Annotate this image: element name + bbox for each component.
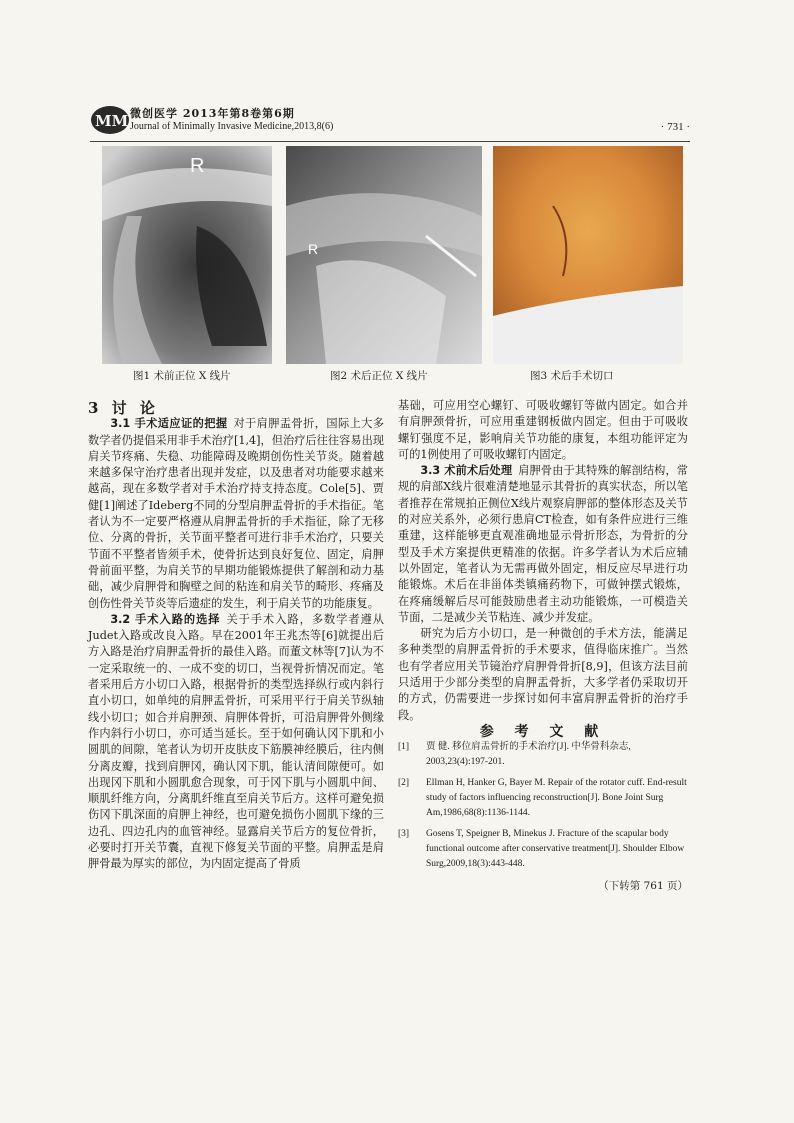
paragraph-text: 关于手术入路，多数学者遵从Judet入路或改良入路。早在2001年王兆杰等[6]就提出后方入路是治疗肩胛盂骨折的最佳入路。而董文林等[7]认为不一定采取统一的、一成不变的切口，当视骨折情况而定。笔者采用后方小切口入路，根据骨折的类型选择纵行或内斜行直小切口，如单纯的肩胛盂骨折，可采用平行于肩关节纵轴线小切口；如合并肩胛颈、肩胛体骨折，可沿肩胛骨外侧缘作内斜行小切口，亦可适当延长。至于如何确认冈下肌和小圆肌的间隙，笔者认为切开皮肤皮下筋膜神经膜后，往内侧分离皮瓣，找到肩胛冈，确认冈下肌，能认清间隙便可。如出现冈下肌和小圆肌愈合现象，可于冈下肌与小圆肌中间、顺肌纤维方向，分离肌纤维直至肩关节后方。这样可避免损伤冈下肌深面的肩胛上神经，也可避免损伤小圆肌下缘的三边孔、四边孔内的血管神经。显露肩关节后方的复位骨折，必要时打开关节囊，直视下修复关节面的平整。肩胛盂是肩胛骨最为厚实的部位，为内固定提高了骨质 xyxy=(88,612,384,871)
reference-number: [2] xyxy=(398,778,410,789)
paragraph-text: 基础，可应用空心螺钉、可吸收螺钉等做内固定。如合并有肩胛颈骨折，可应用重建钢板做内固定。但由于可吸收螺钉强度不足，影响肩关节功能的康复，本组功能评定为可的1例使用了可吸收螺钉内固定。 xyxy=(398,399,688,461)
right-column xyxy=(398,398,688,895)
left-column xyxy=(88,400,384,873)
figure-1-caption: 图1 术前正位 X 线片 xyxy=(133,370,231,382)
svg-text:MM: MM xyxy=(95,112,129,130)
page-number: · 731 · xyxy=(660,121,690,133)
figure-3-incision-photo xyxy=(493,146,683,364)
reference-item xyxy=(398,827,688,872)
paragraph-text: 肩胛骨由于其特殊的解剖结构，常规的肩部X线片很难清楚地显示其骨折的真实状态，所以笔者推荐在常规拍正侧位X线片观察肩胛部的整体形态及关节的对应关系外，必须行患肩CT检查，如有条件应进行三维重建，这样能够更直观准确地显示骨折形态，为骨折的分型及手术方案提供更精准的依据。许多学者认为术后应辅以外固定，笔者认为无需再做外固定，相反应尽早进行功能锻炼。术后在非甾体类镇痛药物下，可做钟摆式锻炼，在疼痛缓解后尽可能鼓励患者主动功能锻炼，一可模造关节面，二是减少关节粘连、减少并发症。 xyxy=(398,464,688,624)
journal-title-en: Journal of Minimally Invasive Medicine,2013,8(6) xyxy=(130,121,334,132)
figure-2-caption: 图2 术后正位 X 线片 xyxy=(330,370,428,382)
figure-3-caption: 图3 术后手术切口 xyxy=(530,370,614,382)
reference-item xyxy=(398,776,688,821)
paragraph-3-2 xyxy=(88,612,384,873)
section-heading: 3 讨 论 xyxy=(88,399,159,417)
subheading-3-1: 3.1 手术适应证的把握 xyxy=(110,417,228,431)
reference-item xyxy=(398,740,688,770)
header-divider xyxy=(90,141,690,142)
continued-note: （下转第 761 页） xyxy=(598,880,688,893)
reference-text: Ellman H, Hanker G, Bayer M. Repair of the rotator cuff. End-result study of factors influencing reconstruction[J]. Bone Joint Surg Am,1986,68(8):1136-1144. xyxy=(426,778,687,819)
paragraph-text: 对于肩胛盂骨折，国际上大多数学者仍提倡采用非手术治疗[1,4]，但治疗后往往容易出现肩关节疼痛、失稳、功能障碍及晚期创伤性关节炎。随着越来越多保守治疗患者出现并发症，以及患者对功能要求越来越高，现在多数学者对手术治疗持支持态度。Cole[5]、贾健[1]阐述了Ideberg不同的分型肩胛盂骨折的手术指征。笔者认为不一定要严格遵从肩胛盂骨折的手术指征，除了无移位、分离的骨折，关节面平整者可进行非手术治疗，只要关节面不平整者皆须手术，使骨折达到良好复位、固定，肩胛骨前面平整，为肩关节的早期功能锻炼提供了解剖和动力基础，减少肩胛骨和胸壁之间的粘连和肩关节的畸形、疼痛及创伤性骨关节炎等后遗症的发生，利于肩关节的功能康复。 xyxy=(88,417,384,610)
references-title: 参 考 文 献 xyxy=(479,723,607,740)
figure-1-xray-preop xyxy=(102,146,272,364)
paragraph-conclusion xyxy=(398,626,688,724)
reference-text: Gosens T, Speigner B, Minekus J. Fracture of the scapular body functional outcome after conservative treatment[J]. Shoulder Elbow Surg,2009,18(3):443-448. xyxy=(426,829,685,870)
figure-1-marker: R xyxy=(190,155,205,177)
reference-number: [3] xyxy=(398,829,410,840)
subheading-3-3: 3.3 术前术后处理 xyxy=(420,464,513,478)
reference-number: [1] xyxy=(398,742,410,753)
figure-2-xray-postop xyxy=(286,146,482,364)
journal-header xyxy=(90,103,690,139)
subheading-3-2: 3.2 手术入路的选择 xyxy=(110,612,221,626)
journal-title-cn: 微创医学 2013年第8卷第6期 xyxy=(130,107,295,120)
paragraph-3-3 xyxy=(398,463,688,626)
journal-logo xyxy=(90,103,130,137)
paragraph-text: 研究为后方小切口，是一种微创的手术方法，能满足多种类型的肩胛盂骨折的手术要求，值得临床推广。当然也有学者应用关节镜治疗肩胛骨骨折[8,9]，但该方法目前只适用于少部分类型的肩胛盂骨折，大多学者仍采取切开的方式，仍需要进一步探讨如何丰富肩胛盂骨折的治疗手段。 xyxy=(398,627,688,722)
paragraph-continued xyxy=(398,398,688,463)
paragraph-3-1 xyxy=(88,416,384,612)
figure-2-marker: R xyxy=(308,241,319,257)
reference-text: 贾 健. 移位肩盂骨折的手术治疗[J]. 中华骨科杂志, 2003,23(4):197-201. xyxy=(426,742,631,768)
